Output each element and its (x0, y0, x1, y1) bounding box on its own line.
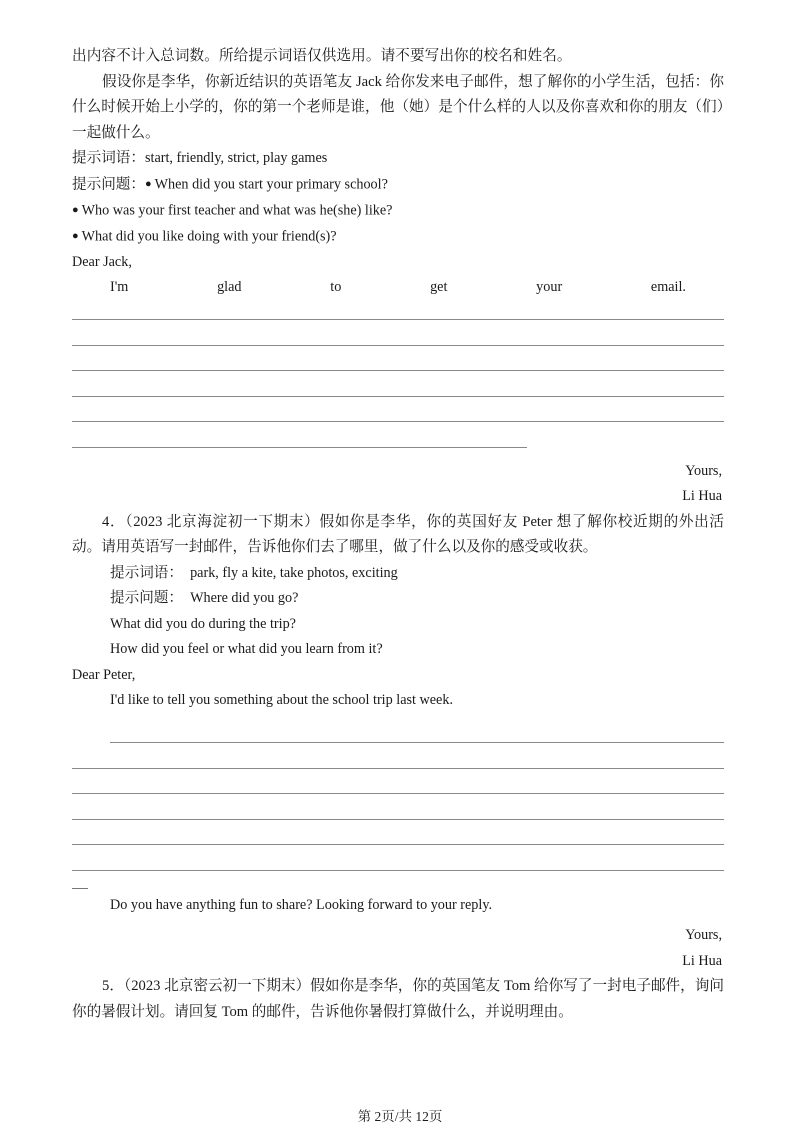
answer-line[interactable] (72, 301, 724, 327)
q4-answer-lines[interactable] (72, 724, 724, 877)
q5-stem (72, 974, 724, 1025)
bullet-icon: ● (72, 203, 79, 216)
answer-line[interactable] (72, 326, 724, 352)
q4-number: 4． (102, 513, 126, 530)
answer-line[interactable] (72, 377, 724, 403)
answer-line[interactable] (72, 851, 724, 877)
q3-question-3: What did you like doing with your friend(s)? (81, 228, 337, 244)
q4-hint-questions-label: 提示问题： (110, 590, 183, 606)
q4-opening-sentence: I'd like to tell you something about the school trip last week. (110, 692, 453, 708)
answer-line[interactable] (72, 403, 724, 429)
bullet-icon: ● (72, 229, 79, 242)
q4-hint-questions-first (72, 586, 724, 612)
page-footer: 第 2页/共 12页 (357, 1109, 443, 1124)
q3-opening-word-4: get (430, 279, 448, 295)
q3-hint-words-label: 提示词语： (72, 150, 145, 166)
instruction-continuation: 出内容不计入总词数。所给提示词语仅供选用。请不要写出你的校名和姓名。 (72, 48, 572, 64)
q5-number: 5． (102, 978, 124, 994)
answer-line[interactable] (72, 775, 724, 801)
q4-question-2: What did you do during the trip? (110, 615, 296, 632)
q3-opening-word-3: to (330, 279, 342, 295)
answer-line[interactable] (72, 800, 724, 826)
answer-line[interactable] (72, 724, 724, 750)
q3-question-2: Who was your first teacher and what was he(she) like? (81, 202, 393, 218)
q3-hint-questions-first (72, 172, 724, 198)
q4-stem (72, 510, 724, 561)
q3-hint-question-2 (72, 198, 724, 224)
stray-dash-mark (72, 877, 724, 893)
answer-line[interactable] (72, 428, 724, 454)
q4-hint-words (72, 561, 724, 587)
q5-stem-text: （2023 北京密云初一下期末）假如你是李华，你的英国笔友 Tom 给你写了一封电子邮件，询问你的暑假计划。请回复 Tom 的邮件，告诉他你暑假打算做什么，并说明理由。 (72, 978, 724, 1020)
q3-hint-words-value: start, friendly, strict, play games (144, 150, 328, 166)
q3-opening-word-6: email. (650, 279, 686, 295)
q3-signature: Li Hua (682, 488, 722, 504)
q3-hint-question-3 (72, 224, 724, 250)
q3-closing: Yours, (685, 462, 722, 479)
q4-question-3: How did you feel or what did you learn from it? (110, 641, 383, 657)
q3-question-1: When did you start your primary school? (154, 176, 388, 192)
bullet-icon: ● (144, 177, 152, 190)
answer-line[interactable] (72, 826, 724, 852)
answer-line[interactable] (72, 352, 724, 378)
q3-opening-word-2: glad (217, 279, 242, 295)
q3-opening-word-1: I'm (110, 279, 129, 295)
spacer (72, 714, 724, 724)
answer-line[interactable] (72, 749, 724, 775)
q3-hint-words (72, 146, 724, 172)
q4-closing: Yours, (685, 927, 722, 943)
writing-prompt-paragraph: 假设你是李华，你新近结识的英语笔友 Jack 给你发来电子邮件，想了解你的小学生活，包括：你什么时候开始上小学的，你的第一个老师是谁，他（她）是个什么样的人以及你喜欢和你的朋友（们）一起做什么。 (72, 73, 724, 141)
q3-salutation: Dear Jack, (72, 253, 132, 270)
q3-opening-word-5: your (536, 279, 563, 295)
q4-stem-text: （2023 北京海淀初一下期末）假如你是李华，你的英国好友 Peter 想了解你校近期的外出活动。请用英语写一封邮件，告诉他你们去了哪里，做了什么以及你的感受或收获。 (72, 513, 724, 555)
q3-opening-sentence (72, 275, 686, 301)
q4-hint-words-label: 提示词语： (110, 564, 183, 581)
q4-question-1: Where did you go? (190, 590, 299, 606)
q4-signature: Li Hua (682, 952, 722, 969)
q4-hint-words-value: park, fly a kite, take photos, exciting (190, 564, 398, 581)
q3-answer-lines[interactable] (72, 301, 724, 454)
q4-salutation: Dear Peter, (72, 666, 136, 683)
page-content (72, 44, 724, 1025)
q3-hint-questions-label: 提示问题： (72, 176, 145, 192)
q4-closing-sentence: Do you have anything fun to share? Looking forward to your reply. (110, 896, 493, 913)
